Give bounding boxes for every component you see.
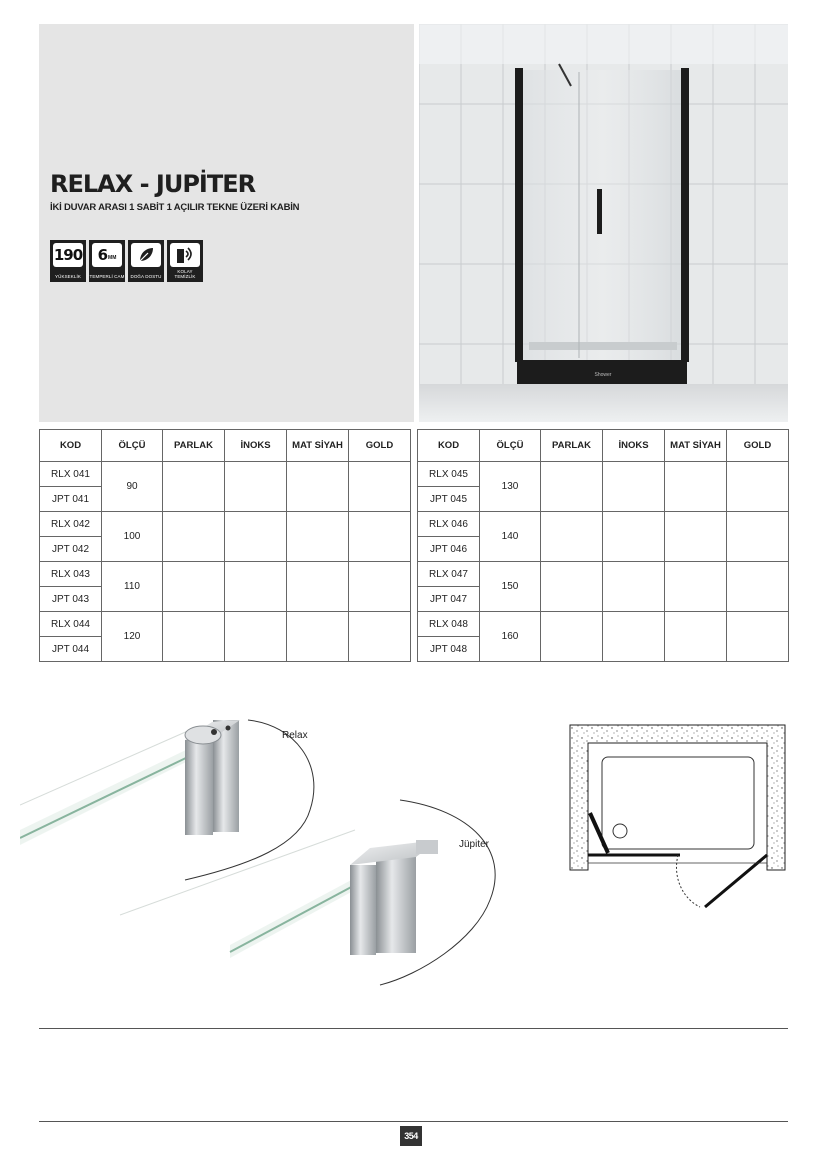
finish-cell: [287, 462, 349, 512]
col-mat-siyah: MAT SİYAH: [287, 430, 349, 462]
feature-badges: [50, 240, 203, 282]
code-cell: RLX 045: [418, 462, 480, 487]
finish-cell: [665, 462, 727, 512]
table-row: [418, 562, 789, 587]
finish-cell: [163, 612, 225, 662]
table-header-row: [40, 430, 411, 462]
finish-cell: [287, 562, 349, 612]
finish-cell: [287, 612, 349, 662]
finish-cell: [603, 562, 665, 612]
size-cell: 150: [480, 562, 541, 612]
code-cell: JPT 047: [418, 587, 480, 612]
product-title: RELAX - JUPİTER: [50, 170, 256, 198]
table-row: [40, 462, 411, 487]
hero-info-panel: [39, 24, 414, 422]
finish-cell: [541, 462, 603, 512]
col-olcu: ÖLÇÜ: [480, 430, 541, 462]
table-row: [418, 462, 789, 487]
finish-cell: [727, 612, 789, 662]
size-cell: 160: [480, 612, 541, 662]
code-cell: RLX 048: [418, 612, 480, 637]
price-table-left: [39, 429, 411, 662]
size-cell: 120: [102, 612, 163, 662]
size-cell: 100: [102, 512, 163, 562]
code-cell: JPT 042: [40, 537, 102, 562]
feature-label: KOLAY TEMİZLİK: [174, 269, 196, 279]
finish-cell: [727, 562, 789, 612]
size-cell: 140: [480, 512, 541, 562]
col-olcu: ÖLÇÜ: [102, 430, 163, 462]
code-cell: JPT 048: [418, 637, 480, 662]
size-cell: 110: [102, 562, 163, 612]
code-cell: RLX 041: [40, 462, 102, 487]
code-cell: JPT 045: [418, 487, 480, 512]
col-parlak: PARLAK: [163, 430, 225, 462]
finish-cell: [665, 612, 727, 662]
table-row: [40, 512, 411, 537]
table-row: [418, 512, 789, 537]
col-mat-siyah: MAT SİYAH: [665, 430, 727, 462]
table-row: [40, 612, 411, 637]
feature-label: DOĞA DOSTU: [130, 274, 162, 279]
feature-badge-eco: [128, 240, 164, 282]
finish-cell: [603, 462, 665, 512]
table-row: [418, 612, 789, 637]
code-cell: RLX 042: [40, 512, 102, 537]
finish-cell: [163, 512, 225, 562]
code-cell: JPT 041: [40, 487, 102, 512]
finish-cell: [349, 512, 411, 562]
finish-cell: [225, 512, 287, 562]
code-cell: RLX 047: [418, 562, 480, 587]
finish-cell: [225, 612, 287, 662]
finish-cell: [163, 562, 225, 612]
col-inoks: İNOKS: [225, 430, 287, 462]
finish-cell: [287, 512, 349, 562]
finish-cell: [349, 562, 411, 612]
glass-thickness-icon: 6: [97, 246, 108, 264]
finish-cell: [163, 462, 225, 512]
feature-badge-height: [50, 240, 86, 282]
finish-cell: [225, 462, 287, 512]
code-cell: JPT 044: [40, 637, 102, 662]
finish-cell: [727, 512, 789, 562]
size-cell: 130: [480, 462, 541, 512]
easy-clean-icon: [174, 245, 196, 265]
col-inoks: İNOKS: [603, 430, 665, 462]
finish-cell: [603, 612, 665, 662]
tray-brand: Shower: [594, 372, 612, 378]
feature-label: TEMPERLİ CAM: [89, 274, 125, 279]
callout-relax: Relax: [282, 730, 308, 741]
finish-cell: [541, 562, 603, 612]
divider-bottom: [39, 1121, 788, 1122]
finish-cell: [225, 562, 287, 612]
finish-cell: [665, 562, 727, 612]
finish-cell: [603, 512, 665, 562]
finish-cell: [541, 512, 603, 562]
product-subtitle: İKİ DUVAR ARASI 1 SABİT 1 AÇILIR TEKNE ÜZERİ KABİN: [50, 202, 300, 213]
callout-jupiter: Jüpiter: [459, 839, 490, 850]
code-cell: RLX 044: [40, 612, 102, 637]
glass-unit: MM: [108, 254, 117, 261]
table-row: [40, 562, 411, 587]
installation-plan-diagram: [560, 715, 795, 925]
feature-label: YÜKSEKLİK: [55, 274, 81, 279]
page-number: 354: [400, 1126, 422, 1146]
feature-badge-clean: [167, 240, 203, 282]
feature-badge-glass: [89, 240, 125, 282]
height-icon: 190: [53, 246, 83, 264]
eco-leaf-icon: [136, 245, 156, 265]
finish-cell: [727, 462, 789, 512]
finish-cell: [349, 462, 411, 512]
col-gold: GOLD: [727, 430, 789, 462]
col-parlak: PARLAK: [541, 430, 603, 462]
code-cell: RLX 043: [40, 562, 102, 587]
col-kod: KOD: [40, 430, 102, 462]
col-kod: KOD: [418, 430, 480, 462]
divider-top: [39, 1028, 788, 1029]
size-cell: 90: [102, 462, 163, 512]
code-cell: JPT 043: [40, 587, 102, 612]
product-photo: [419, 24, 788, 422]
price-table-right: [417, 429, 789, 662]
code-cell: RLX 046: [418, 512, 480, 537]
finish-cell: [665, 512, 727, 562]
finish-cell: [541, 612, 603, 662]
table-header-row: [418, 430, 789, 462]
finish-cell: [349, 612, 411, 662]
col-gold: GOLD: [349, 430, 411, 462]
code-cell: JPT 046: [418, 537, 480, 562]
